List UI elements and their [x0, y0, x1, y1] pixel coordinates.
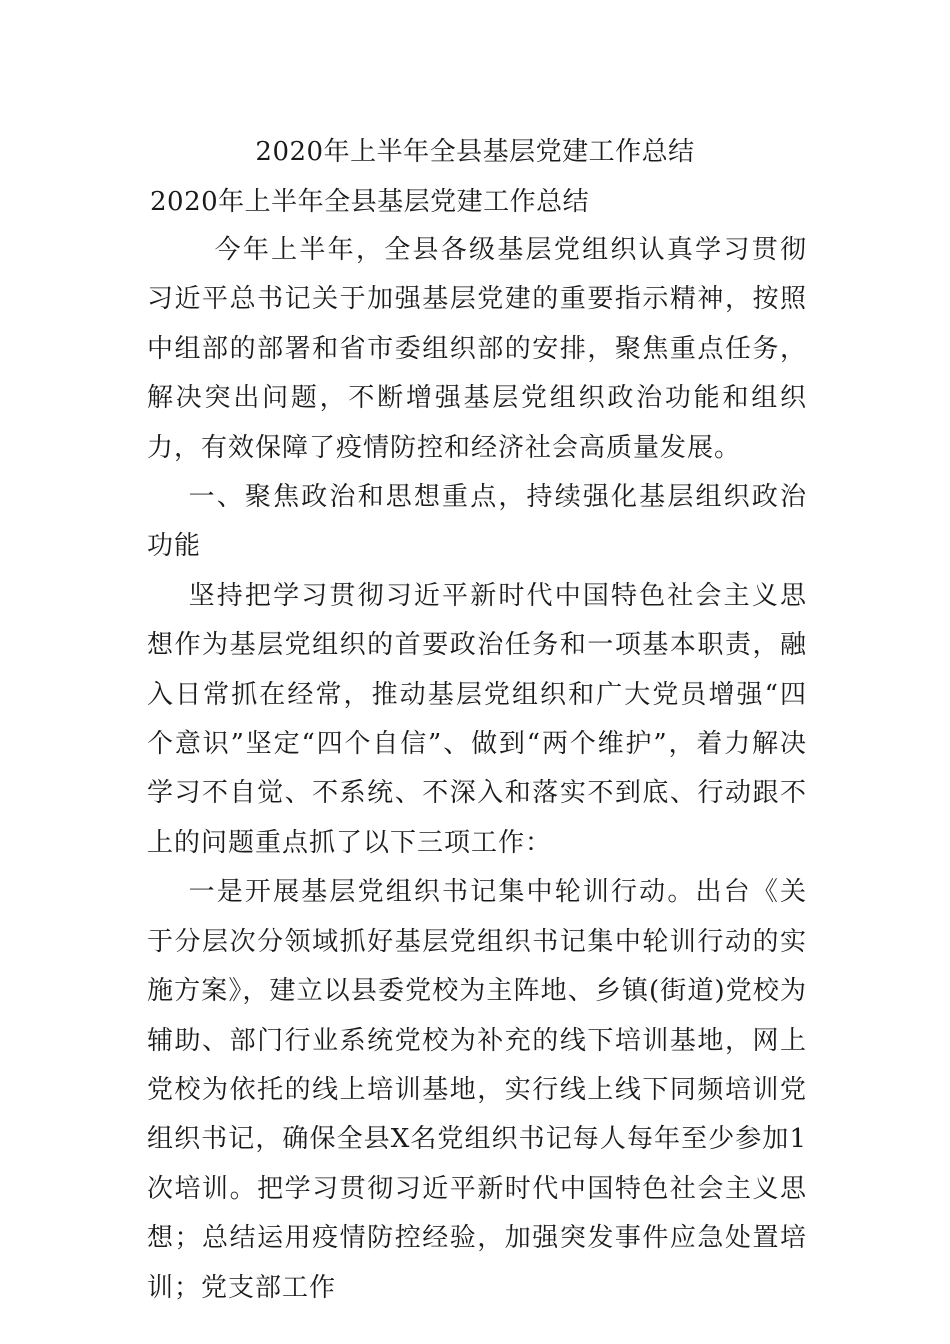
- document-body: [147, 226, 807, 1313]
- section-heading-1: 一、聚焦政治和思想重点，持续强化基层组织政治功能: [147, 482, 807, 562]
- intro-paragraph: 今年上半年，全县各级基层党组织认真学习贯彻习近平总书记关于加强基层党建的重要指示精神，按照中组部的部署和省市委组织部的安排，聚焦重点任务，解决突出问题，不断增强基层党组织政治功能和组织力，有效保障了疫情防控和经济社会高质量发展。: [147, 235, 807, 463]
- section-paragraph-2: 一是开展基层党组织书记集中轮训行动。出台《关于分层次分领域抓好基层党组织书记集中轮训行动的实施方案》，建立以县委党校为主阵地、乡镇(街道)党校为辅助、部门行业系统党校为补充的线下培训基地，网上党校为依托的线上培训基地，实行线上线下同频培训党组织书记，确保全县X名党组织书记每人每年至少参加1次培训。把学习贯彻习近平新时代中国特色社会主义思想；总结运用疫情防控经验，加强突发事件应急处置培训；党支部工作: [147, 877, 807, 1303]
- document-subtitle: 2020年上半年全县基层党建工作总结: [150, 187, 590, 217]
- section-paragraph-1: 坚持把学习贯彻习近平新时代中国特色社会主义思想作为基层党组织的首要政治任务和一项基本职责，融入日常抓在经常，推动基层党组织和广大党员增强“四个意识”坚定“四个自信”、做到“两个维护”，着力解决学习不自觉、不系统、不深入和落实不到底、行动跟不上的问题重点抓了以下三项工作：: [147, 580, 807, 858]
- document-title: 2020年上半年全县基层党建工作总结: [255, 137, 695, 167]
